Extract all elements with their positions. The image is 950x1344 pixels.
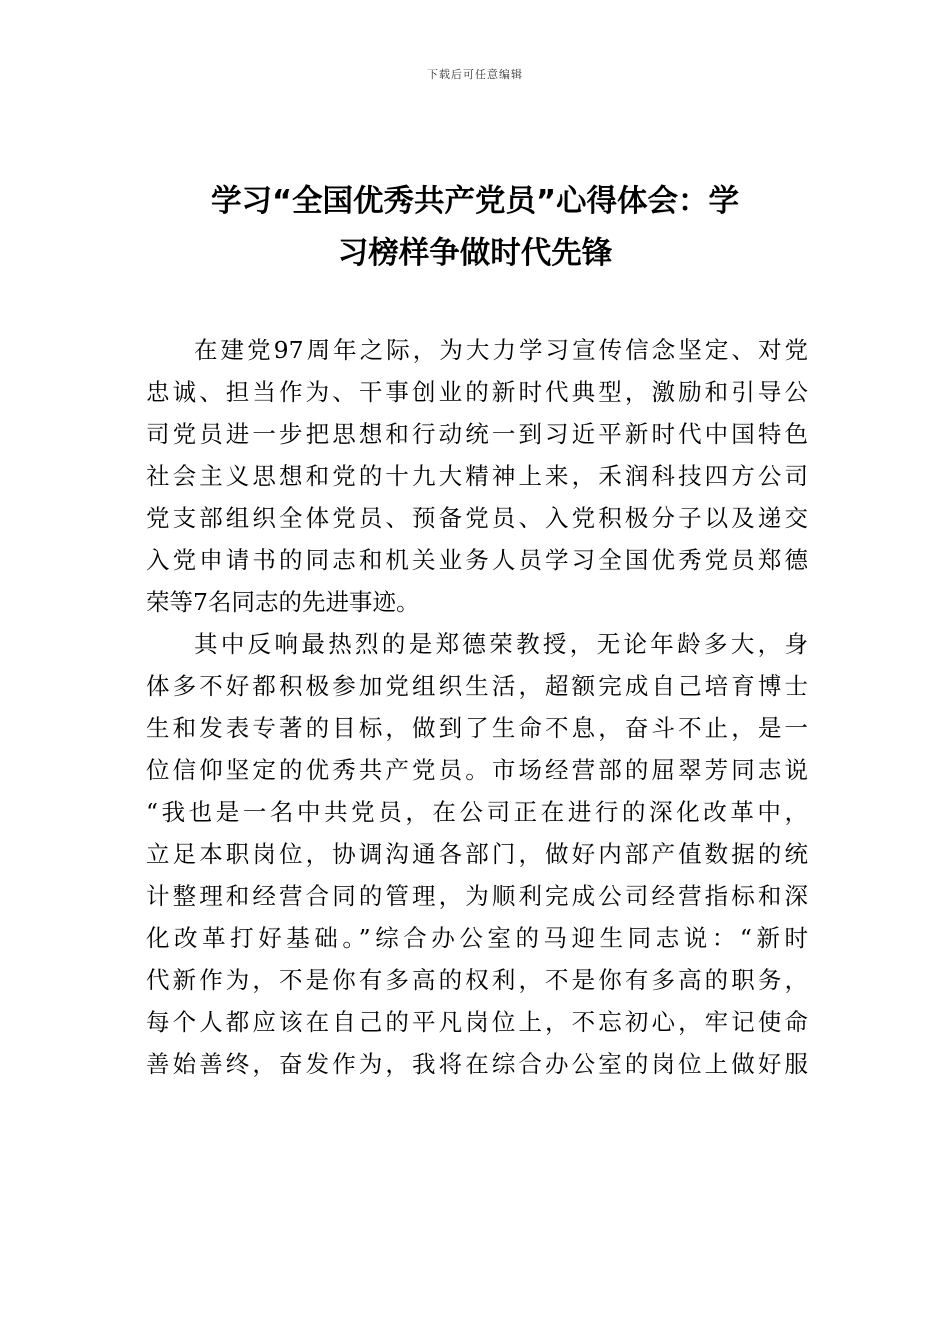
title-line-2: 习榜样争做时代先锋 <box>337 236 613 271</box>
text-line: 善始善终，奋发作为，我将在综合办公室的岗位上做好服 <box>146 1050 808 1078</box>
document-title <box>140 176 810 280</box>
header-note: 下载后可任意编辑 <box>427 68 523 81</box>
text-line: 在建党97周年之际，为大力学习宣传信念坚定、对党 <box>194 336 808 364</box>
text-line: 入党申请书的同志和机关业务人员学习全国优秀党员郑德 <box>146 546 808 574</box>
paragraph-1 <box>146 329 808 623</box>
text-line: 司党员进一步把思想和行动统一到习近平新时代中国特色 <box>146 420 808 448</box>
text-line: 其中反响最热烈的是郑德荣教授，无论年龄多大，身 <box>194 630 808 658</box>
text-line: 位信仰坚定的优秀共产党员。市场经营部的屈翠芳同志说 <box>146 756 808 784</box>
paragraph-2 <box>146 623 808 1085</box>
text-line: 化改革打好基础。”综合办公室的马迎生同志说：“新时 <box>146 924 808 952</box>
body-text <box>146 329 808 1085</box>
text-line: 党支部组织全体党员、预备党员、入党积极分子以及递交 <box>146 504 808 532</box>
text-line: 代新作为，不是你有多高的权利，不是你有多高的职务， <box>146 966 808 994</box>
text-line: 荣等7名同志的先进事迹。 <box>146 588 420 616</box>
text-line: 立足本职岗位，协调沟通各部门，做好内部产值数据的统 <box>146 840 808 868</box>
text-line: 计整理和经营合同的管理，为顺利完成公司经营指标和深 <box>146 882 808 910</box>
title-line-1: 学习“全国优秀共产党员”心得体会：学 <box>210 184 740 219</box>
text-line: 体多不好都积极参加党组织生活，超额完成自己培育博士 <box>146 672 808 700</box>
text-line: 生和发表专著的目标，做到了生命不息，奋斗不止，是一 <box>146 714 808 742</box>
text-line: “我也是一名中共党员，在公司正在进行的深化改革中， <box>146 798 808 826</box>
text-line: 忠诚、担当作为、干事创业的新时代典型，激励和引导公 <box>146 378 808 406</box>
text-line: 社会主义思想和党的十九大精神上来，禾润科技四方公司 <box>146 462 808 490</box>
text-line: 每个人都应该在自己的平凡岗位上，不忘初心，牢记使命 <box>146 1008 808 1036</box>
